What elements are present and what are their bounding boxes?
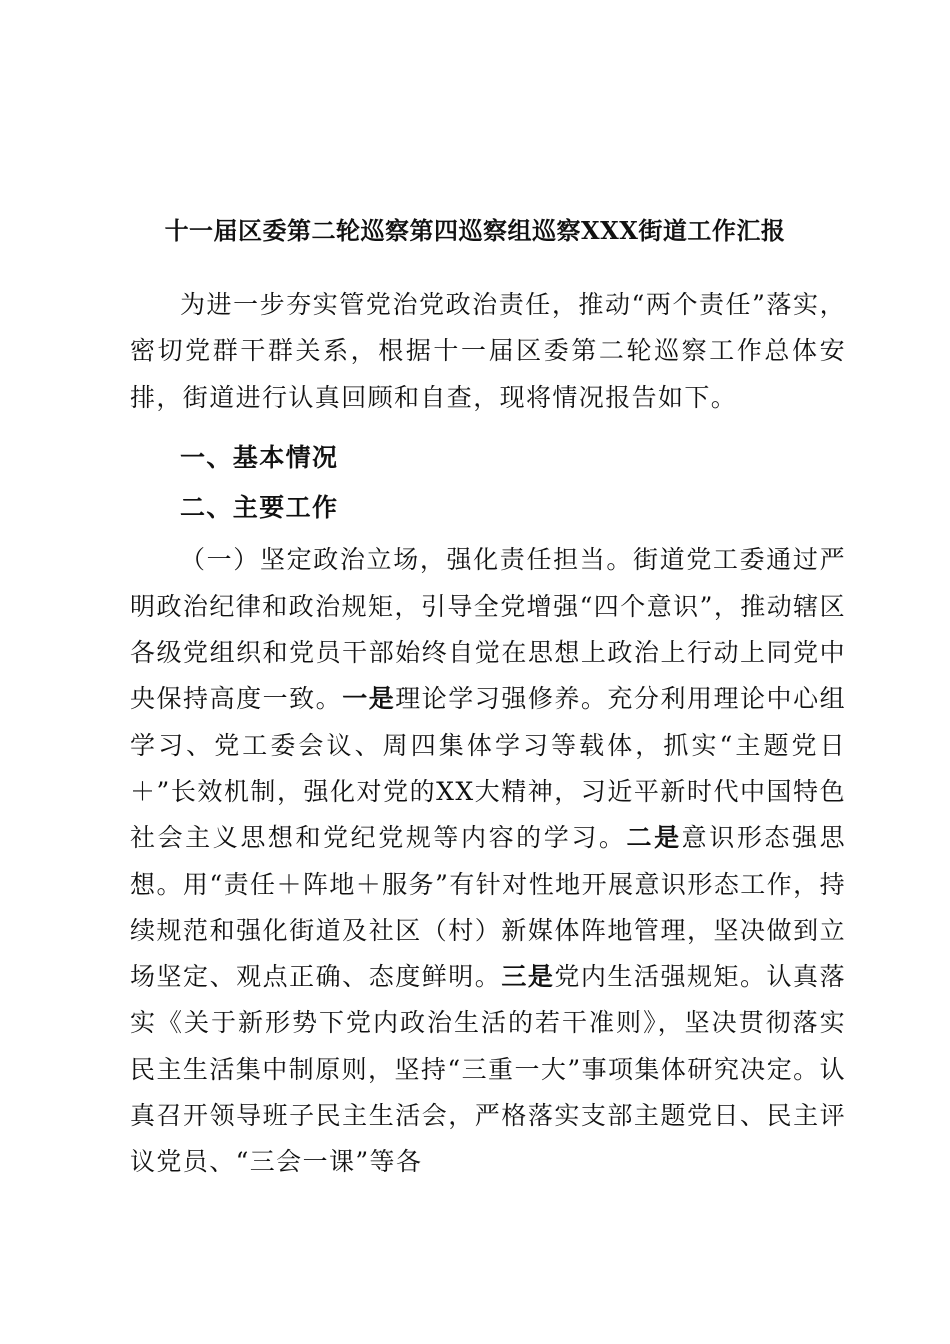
document-body	[130, 282, 846, 1186]
paragraph-text-segment: 意识形态强思想。用“责任＋阵地＋服务”有针对性地开展意识形态工作，持续规范和强化街道及社区（村）新媒体阵地管理，坚决做到立场坚定、观点正确、态度鲜明。	[130, 823, 846, 992]
section-heading-basic-situation: 一、基本情况	[180, 442, 339, 472]
paragraph-text-segment: 党内生活强规矩。认真落实《关于新形势下党内政治生活的若干准则》，坚决贯彻落实民主生活集中制原则，坚持“三重一大”事项集体研究决定。认真召开领导班子民主生活会，严格落实支部主题党日、民主评议党员、“三会一课”等各	[130, 962, 846, 1177]
bold-lead-second: 二是	[626, 823, 682, 853]
section-heading-main-work: 二、主要工作	[180, 493, 339, 523]
bold-lead-first: 一是	[342, 684, 396, 714]
bold-lead-third: 三是	[501, 962, 555, 992]
intro-paragraph: 为进一步夯实管党治党政治责任，推动“两个责任”落实，密切党群干群关系，根据十一届区委第二轮巡察工作总体安排，街道进行认真回顾和自查，现将情况报告如下。	[130, 290, 846, 412]
paragraph-text-segment: 理论学习强修养。充分利用理论中心组学习、党工委会议、周四集体学习等载体，抓实“主题党日＋”长效机制，强化对党的XX大精神，习近平新时代中国特色社会主义思想和党纪党规等内容的学习。	[130, 684, 846, 853]
main-work-paragraph	[130, 537, 846, 1185]
paragraph-text-segment: （一）坚定政治立场，强化责任担当。街道党工委通过严明政治纪律和政治规矩，引导全党增强“四个意识”，推动辖区各级党组织和党员干部始终自觉在思想上政治上行动上同党中央保持高度一致。	[130, 545, 846, 714]
document-title: 十一届区委第二轮巡察第四巡察组巡察XXX街道工作汇报	[164, 216, 786, 245]
